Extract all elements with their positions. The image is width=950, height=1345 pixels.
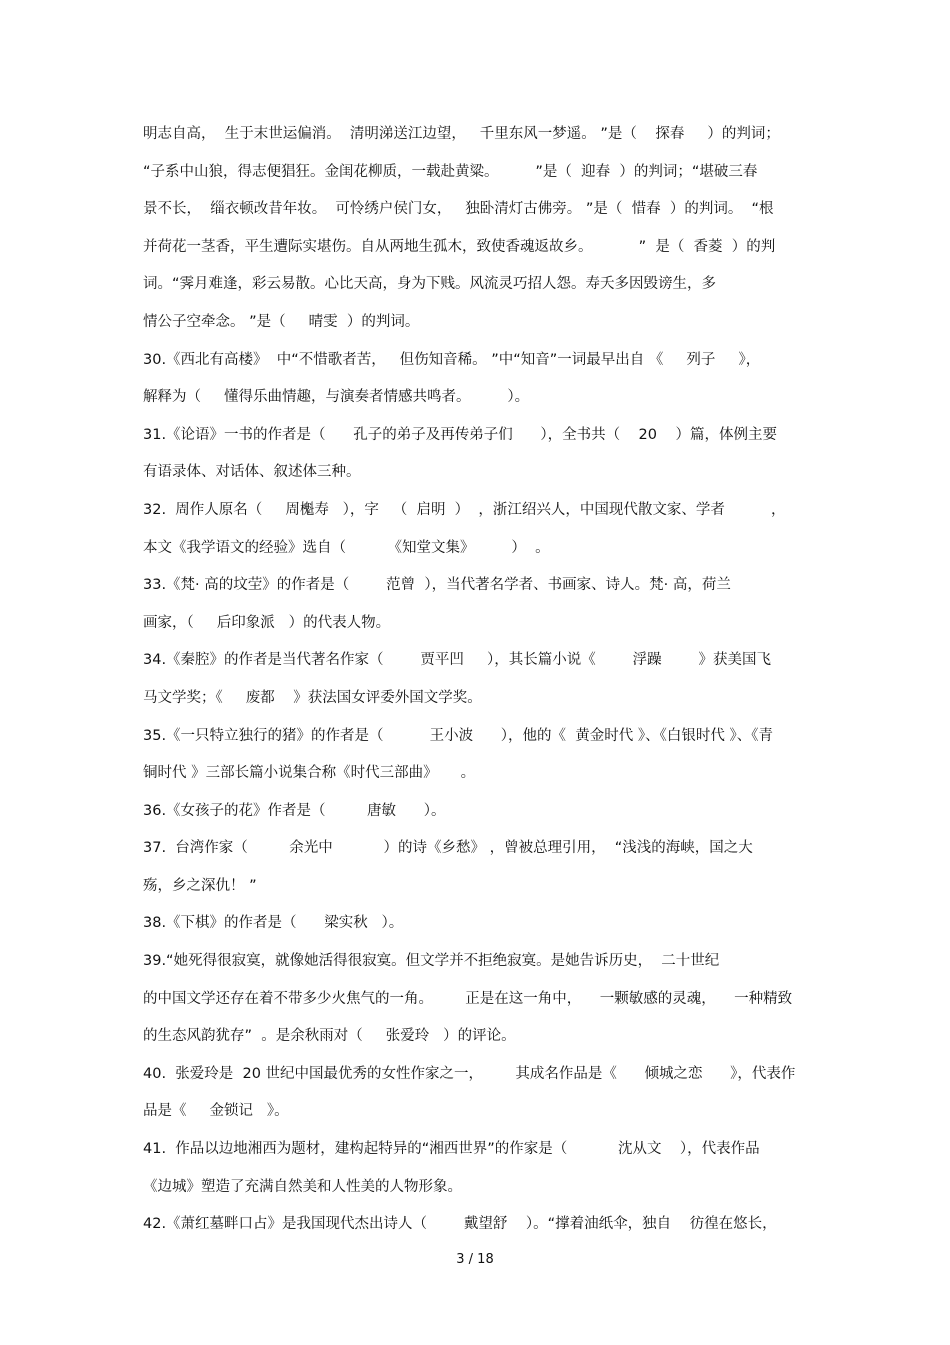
text-line: 32. 周作人原名（ 周櫆寿 ），字 （ 启明 ） ，浙江绍兴人，中国现代散文家、学者 ， xyxy=(143,501,786,518)
text-line: 铜时代 》三部长篇小说集合称《时代三部曲》 。 xyxy=(143,765,476,782)
text-line: 30.《西北有高楼》 中“不惜歌者苦， 但伤知音稀。 ”中“知音”一词最早出自 《 列子 》， xyxy=(143,351,761,368)
text-line: 33.《梵· 高的坟茔》的作者是（ 范曾 ），当代著名学者、书画家、诗人。梵· 高，荷兰 xyxy=(143,577,731,594)
text-line: 景不长， 缁衣顿改昔年妆。 可怜绣户侯门女， 独卧清灯古佛旁。 ”是（ 惜春 ）的判词。 “根 xyxy=(143,201,774,218)
text-line: 的中国文学还存在着不带多少火焦气的一角。 正是在这一角中， 一颗敏感的灵魂， 一种精致 xyxy=(143,990,793,1007)
text-line: 《边城》塑造了充满自然美和人性美的人物形象。 xyxy=(143,1178,462,1195)
text-line: 画家，（ 后印象派 ）的代表人物。 xyxy=(143,614,391,631)
page-number: 3 / 18 xyxy=(456,1252,494,1267)
text-line: 31.《论语》一书的作者是（ 孔子的弟子及再传弟子们 ），全书共（ 20 ）篇，体例主要 xyxy=(143,426,777,443)
page-content xyxy=(143,116,813,1244)
text-line: 马文学奖；《 废都 》获法国女评委外国文学奖。 xyxy=(143,689,482,706)
text-line: 37. 台湾作家（ 余光中 ）的诗《乡愁》 ，曾被总理引用， “浅浅的海峡，国之大 xyxy=(143,840,753,857)
text-line: 本文《我学语文的经验》选自（ 《知堂文集》 ） 。 xyxy=(143,539,550,556)
text-line: 解释为（ 懂得乐曲情趣，与演奏者情感共鸣者。 ）。 xyxy=(143,389,530,406)
text-line: 36.《女孩子的花》作者是（ 唐敏 ）。 xyxy=(143,802,446,819)
text-line: 38.《下棋》的作者是（ 梁实秋 ）。 xyxy=(143,915,404,932)
text-line: 词。“霁月难逢，彩云易散。心比天高，身为下贱。风流灵巧招人怨。寿夭多因毁谤生，多 xyxy=(143,276,717,293)
text-line: 40. 张爱玲是 20 世纪中国最优秀的女性作家之一， 其成名作品是《 倾城之恋 》，代表作 xyxy=(143,1065,796,1082)
text-line: 39.“她死得很寂寞，就像她活得很寂寞。但文学并不拒绝寂寞。是她告诉历史， 二十世纪 xyxy=(143,953,720,970)
text-line: 并荷花一茎香，平生遭际实堪伤。自从两地生孤木，致使香魂返故乡。 ” 是（ 香菱 ）的判 xyxy=(143,238,776,255)
text-line: 35.《一只特立独行的猪》的作者是（ 王小波 ），他的《 黄金时代 》、《白银时代 》、《青 xyxy=(143,727,773,744)
text-line: 34.《秦腔》的作者是当代著名作家（ 贾平凹 ），其长篇小说《 浮躁 》获美国飞 xyxy=(143,652,771,669)
text-line: “子系中山狼，得志便猖狂。金闺花柳质，一载赴黄粱。 ”是（ 迎春 ）的判词；“堪破三春 xyxy=(143,163,758,180)
text-line: 情公子空牵念。 ”是（ 晴雯 ）的判词。 xyxy=(143,313,420,330)
text-line: 品是《 金锁记 》。 xyxy=(143,1103,289,1120)
text-line: 41. 作品以边地湘西为题材，建构起特异的“湘西世界”的作家是（ 沈从文 ），代表作品 xyxy=(143,1141,760,1158)
text-line: 42.《萧红墓畔口占》是我国现代杰出诗人（ 戴望舒 ）。“撑着油纸伞，独自 彷徨在悠长， xyxy=(143,1216,777,1233)
text-line: 明志自高， 生于末世运偏消。 清明涕送江边望， 千里东风一梦遥。 ”是（ 探春 ）的判词； xyxy=(143,126,780,142)
text-line: 有语录体、对话体、叙述体三种。 xyxy=(143,464,361,481)
text-line: 的生态风韵犹存” 。是余秋雨对（ 张爱玲 ）的评论。 xyxy=(143,1028,516,1045)
text-line: 殇，乡之深仇！ ” xyxy=(143,877,257,894)
